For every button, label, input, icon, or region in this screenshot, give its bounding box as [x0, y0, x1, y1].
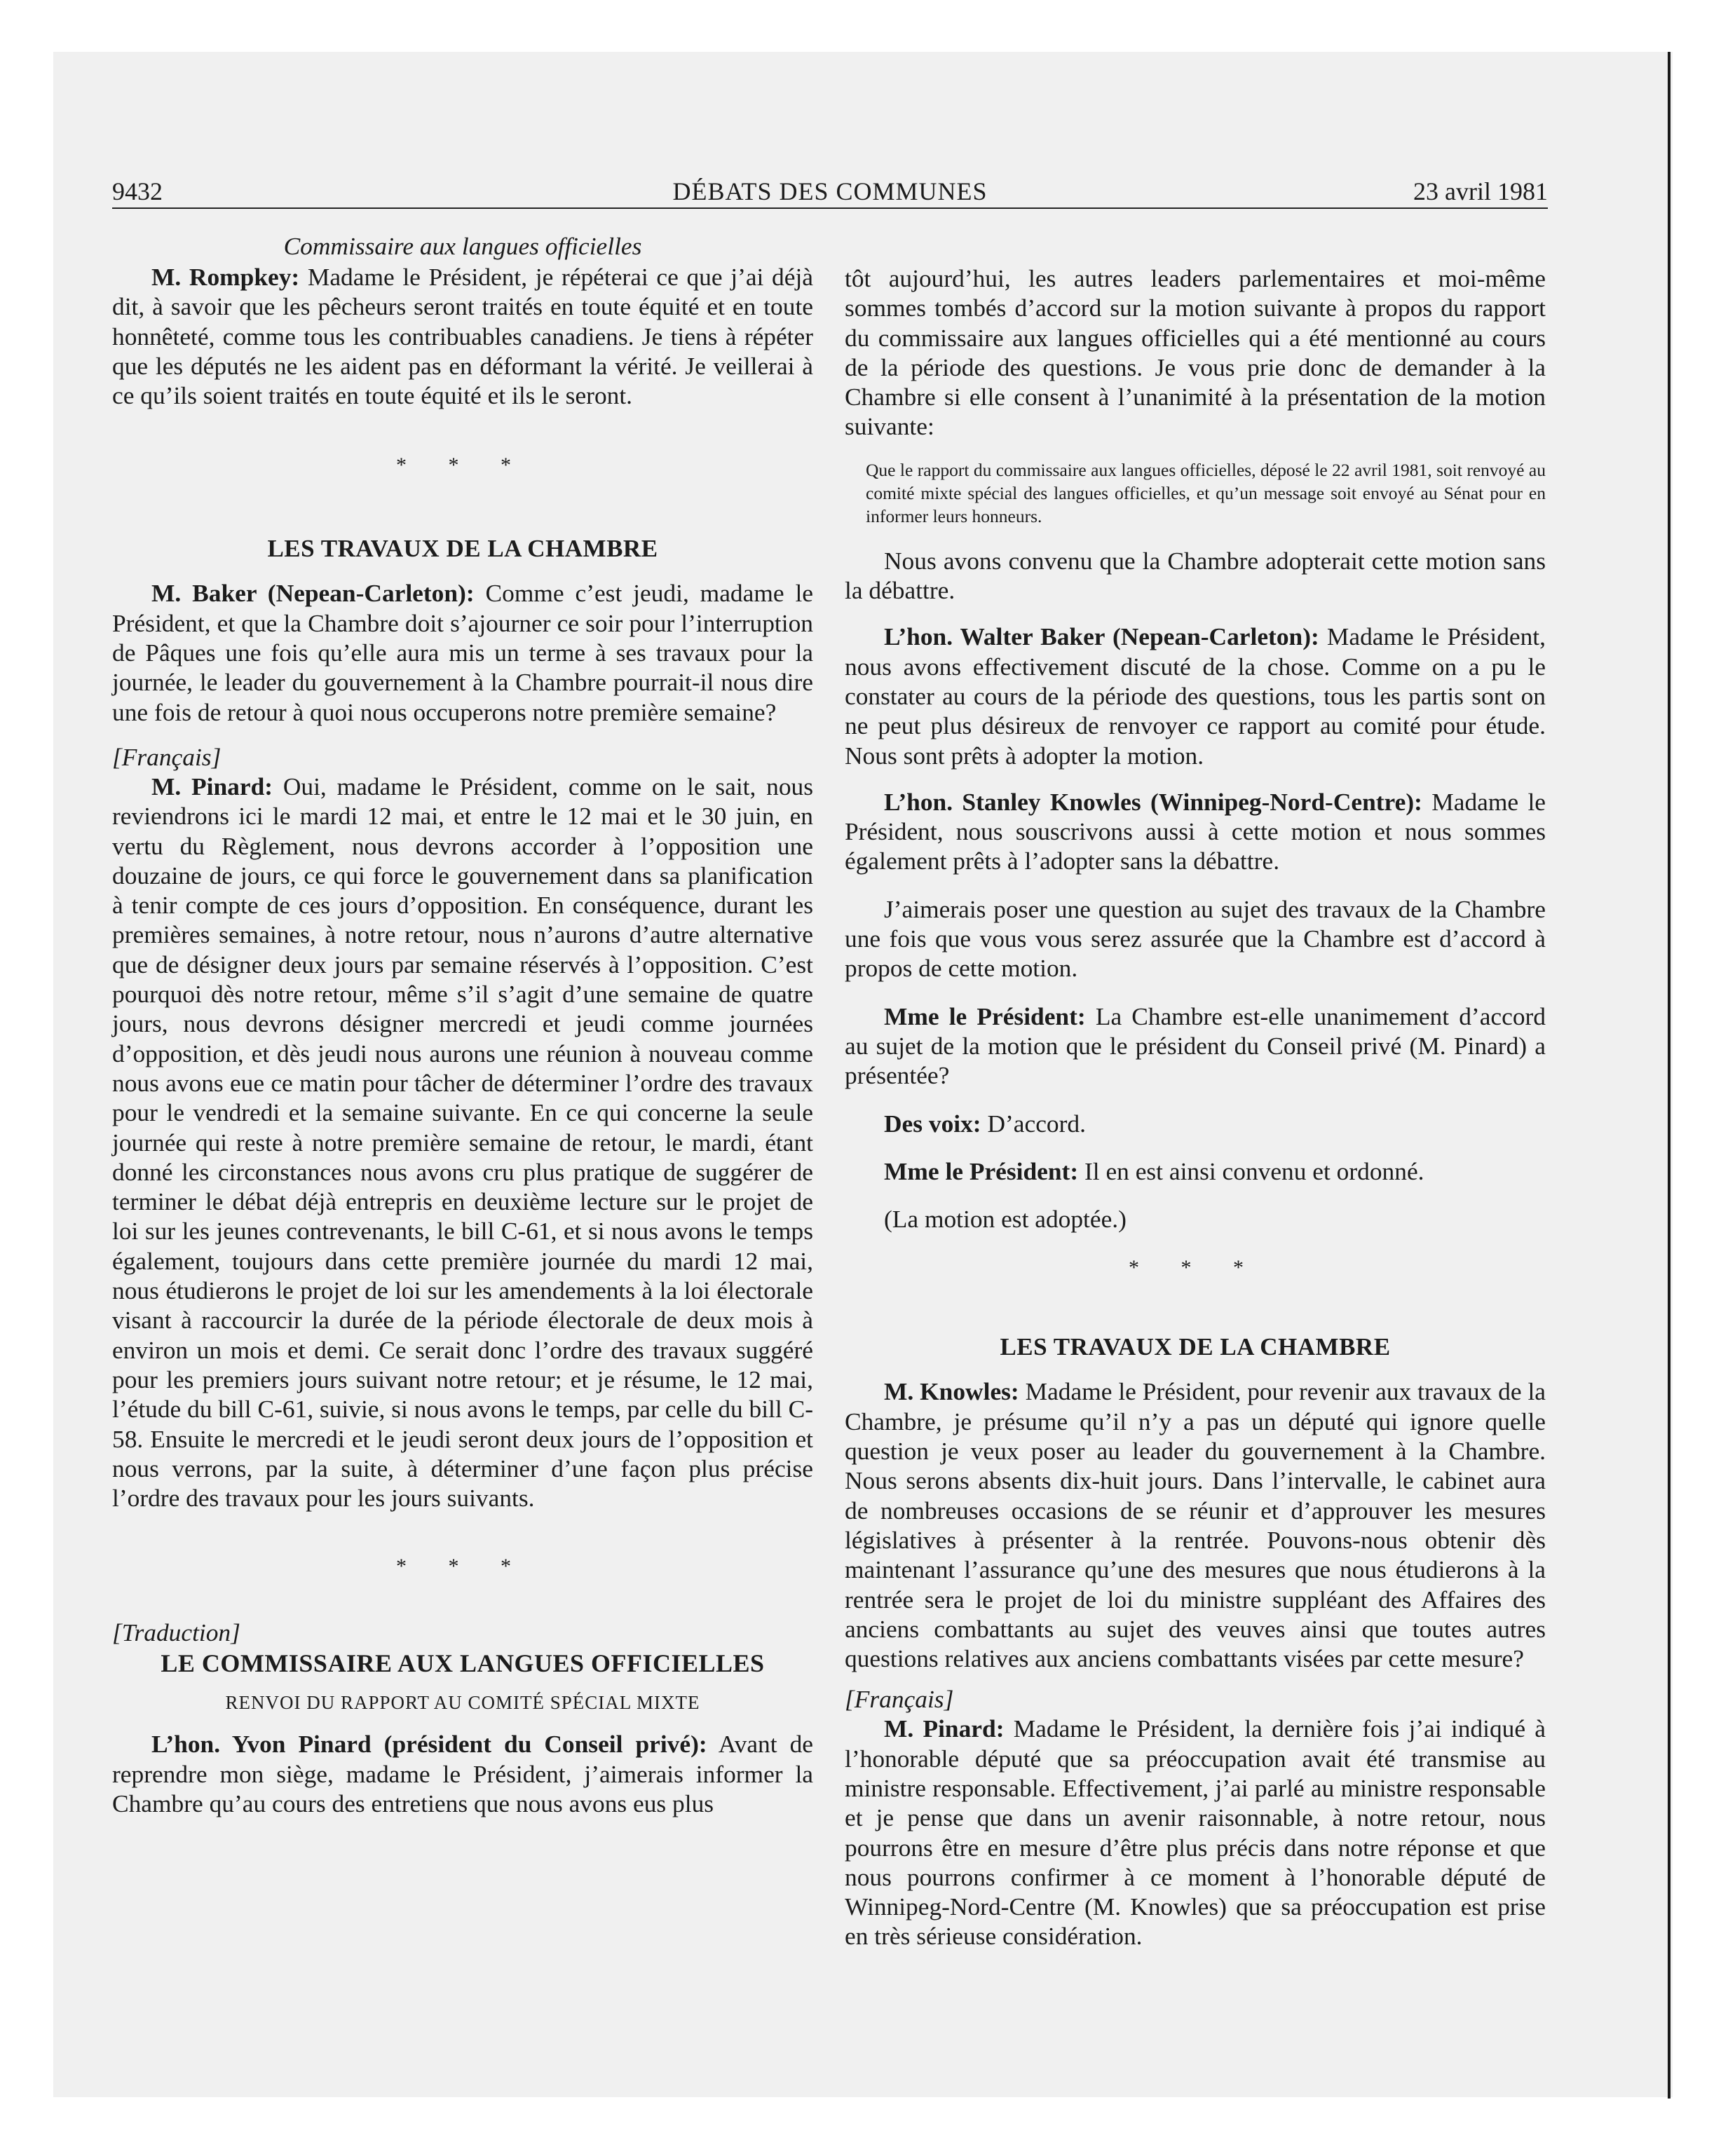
speaker-president: Mme le Président:	[884, 1157, 1079, 1185]
speaker-yvon-pinard: L’hon. Yvon Pinard (président du Conseil privé):	[151, 1730, 707, 1759]
text-pinard-2: Avant de reprendre mon siège, madame le Président, j’aimerais informer la Chambre qu’au cours des entretiens que nous avons eus plus	[112, 1730, 813, 1817]
paragraph-knowles-3	[845, 1377, 1546, 1673]
text-knowles-3: Madame le Président, pour revenir aux travaux de la Chambre, je présume qu’il n’y a pas un député qui ignore quelle question je veux poser au leader du gouvernement à la Chambre. Nous serons absents dix-huit jours. Dans l’intervalle, le cabinet aura de nombreuses occasions de se réunir et d’approuver les mesures législatives à présenter à la rentrée. Pouvons-nous obtenir dès maintenant l’assurance qu’une des mesures que nous étudierons à la rentrée sera le projet de loi du ministre suppléant des Affaires des anciens combattants au sujet des veuves ainsi que toutes autres questions relatives aux anciens combattants visées par cette mesure?	[845, 1377, 1546, 1673]
text-walter-baker: Madame le Président, nous avons effectivement discuté de la chose. Comme on a pu le constater au cours de la période des questions, tous les partis sont on ne peut plus désireux de renvoyer ce rapport au comité pour étude. Nous sont prêts à adopter la motion.	[845, 622, 1546, 770]
paragraph-pinard-3	[845, 1714, 1546, 1951]
text-rompkey: Madame le Président, je répéterai ce que j’ai déjà dit, à savoir que les pêcheurs seront traités en toute équité et en toute honnêteté, comme tous les contribuables canadiens. Je tiens à répéter que les députés ne les aident pas en déformant la vérité. Je veillerai à ce qu’ils soient traités en toute équité et ils le seront.	[112, 263, 813, 410]
paragraph-pinard-1	[112, 772, 813, 1513]
publication-title: DÉBATS DES COMMUNES	[672, 177, 988, 205]
text-pinard-3: Madame le Président, la dernière fois j’ai indiqué à l’honorable député que sa préoccupation avait été transmise au ministre responsable. Effectivement, j’ai parlé au ministre responsable et je pense que dans un avenir raisonnable, à notre retour, nous pourrons être en mesure d’être plus précis dans notre réponse et que nous pourrons confirmer à ce moment à l’honorable député de Winnipeg-Nord-Centre (M. Knowles) que sa préoccupation est prise en très sérieuse considération.	[845, 1714, 1546, 1951]
speaker-knowles: M. Knowles:	[884, 1377, 1019, 1406]
motion-quote: Que le rapport du commissaire aux langues officielles, déposé le 22 avril 1981, soit renvoyé au comité mixte spécial des langues officielles, et qu’un message soit envoyé au Sénat pour en informer leurs honneurs.	[866, 459, 1546, 526]
right-column	[845, 228, 1546, 1951]
speaker-rompkey: M. Rompkey:	[151, 263, 300, 291]
paragraph-knowles-2: J’aimerais poser une question au sujet des travaux de la Chambre une fois que vous vous serez assurée que la Chambre est d’accord à propos de cette motion.	[845, 894, 1546, 983]
speaker-pinard: M. Pinard:	[151, 772, 273, 800]
paragraph-adopted: (La motion est adoptée.)	[884, 1205, 1127, 1234]
text-president-2: Il en est ainsi convenu et ordonné.	[1084, 1157, 1424, 1185]
speaker-pinard: M. Pinard:	[884, 1714, 1005, 1743]
text-voix: D’accord.	[987, 1109, 1086, 1138]
heading-commissaire: LE COMMISSAIRE AUX LANGUES OFFICIELLES	[161, 1649, 765, 1678]
text-president-1: La Chambre est-elle unanimement d’accord au sujet de la motion que le président du Conseil privé (M. Pinard) a présentée?	[845, 1002, 1546, 1090]
paragraph-knowles-1	[845, 787, 1546, 876]
page-edge-line	[1668, 52, 1671, 2099]
page-number: 9432	[112, 177, 163, 205]
heading-travaux-1: LES TRAVAUX DE LA CHAMBRE	[267, 535, 658, 563]
heading-travaux-2: LES TRAVAUX DE LA CHAMBRE	[1000, 1333, 1391, 1361]
language-note-francais: [Français]	[112, 742, 222, 771]
speaker-stanley-knowles: L’hon. Stanley Knowles (Winnipeg-Nord-Centre):	[884, 787, 1422, 816]
paragraph-baker	[112, 578, 813, 726]
text-knowles-1: Madame le Président, nous souscrivons aussi à cette motion et nous sommes également prêts à l’adopter sans la débattre.	[845, 787, 1546, 875]
paragraph-pinard-2	[112, 1729, 813, 1818]
paragraph-president-2	[845, 1157, 1546, 1186]
paragraph-rompkey	[112, 262, 813, 410]
speaker-walter-baker: L’hon. Walter Baker (Nepean-Carleton):	[884, 622, 1319, 651]
section-separator: * * *	[396, 1555, 529, 1578]
section-title-commissaire: Commissaire aux langues officielles	[283, 232, 642, 260]
text-pinard-1: Oui, madame le Président, comme on le sait, nous reviendrons ici le mardi 12 mai, et entre le 12 mai et le 30 juin, en vertu du Règlement, nous devrons accorder à l’opposition une douzaine de jours, ce qui force le gouvernement dans sa planification à tenir compte de ces jours d’opposition. En conséquence, durant les premières semaines, à notre retour, nous n’aurons d’autre alternative que de désigner deux jours par semaine réservés à l’opposition. C’est pourquoi dès notre retour, même s’il s’agit d’une semaine de quatre jours, nous devrons désigner mercredi et jeudi comme journées d’opposition, et dès jeudi nous aurons une réunion à nouveau comme nous avons eue ce matin pour tâcher de déterminer l’ordre des travaux pour le vendredi et la semaine suivante. En ce qui concerne la seule journée qui reste à notre première semaine de retour, le mardi, étant donné les circonstances nous avons cru plus pratique de suggérer de terminer le débat déjà entrepris en deuxième lecture sur le projet de loi sur les jeunes contrevenants, le bill C-61, et si nous avons le temps également, toujours dans cette première journée du mardi 12 mai, nous étudierons le projet de loi sur les amendements à la loi électorale visant à raccourcir la durée de la période électorale de deux mois à environ un mois et demi. Ce serait donc l’ordre des travaux suggéré pour les premiers jours suivant notre retour; et je résume, le 12 mai, l’étude du bill C-61, suivie, si nous avons le temps, par celle du bill C-58. Ensuite le mercredi et le jeudi seront deux jours de l’opposition et nous verrons, par la suite, à déterminer d’une façon plus précise l’ordre des travaux pour les jours suivants.	[112, 772, 813, 1513]
speaker-president: Mme le Président:	[884, 1002, 1086, 1030]
paragraph-walter-baker	[845, 622, 1546, 770]
speaker-voix: Des voix:	[884, 1109, 981, 1138]
page-header	[112, 177, 1548, 209]
paragraph-voix	[845, 1109, 1546, 1138]
section-separator: * * *	[1129, 1256, 1262, 1280]
text-baker: Comme c’est jeudi, madame le Président, et que la Chambre doit s’ajourner ce soir pour l’interruption de Pâques une fois qu’elle aura mis un terme à ses travaux pour la journée, le leader du gouvernement à la Chambre pourrait-il nous dire une fois de retour à quoi nous occuperons notre première semaine?	[112, 579, 813, 726]
language-note-francais: [Français]	[845, 1685, 954, 1714]
speaker-baker: M. Baker (Nepean-Carleton):	[151, 579, 475, 608]
paragraph-continuation: tôt aujourd’hui, les autres leaders parlementaires et moi-même sommes tombés d’accord sur la motion suivante à propos du rapport du commissaire aux langues officielles qui a été mentionné au cours de la période des questions. Je vous prie donc de demander à la Chambre si elle consent à l’unanimité à la présentation de la motion suivante:	[845, 264, 1546, 441]
paragraph-president-1	[845, 1002, 1546, 1091]
section-separator: * * *	[396, 453, 529, 477]
left-column	[112, 228, 813, 1818]
subheading-renvoi: RENVOI DU RAPPORT AU COMITÉ SPÉCIAL MIXTE	[225, 1692, 700, 1714]
language-note-traduction: [Traduction]	[112, 1618, 240, 1647]
paragraph-agreed: Nous avons convenu que la Chambre adopterait cette motion sans la débattre.	[845, 546, 1546, 605]
page-date: 23 avril 1981	[1413, 177, 1548, 205]
